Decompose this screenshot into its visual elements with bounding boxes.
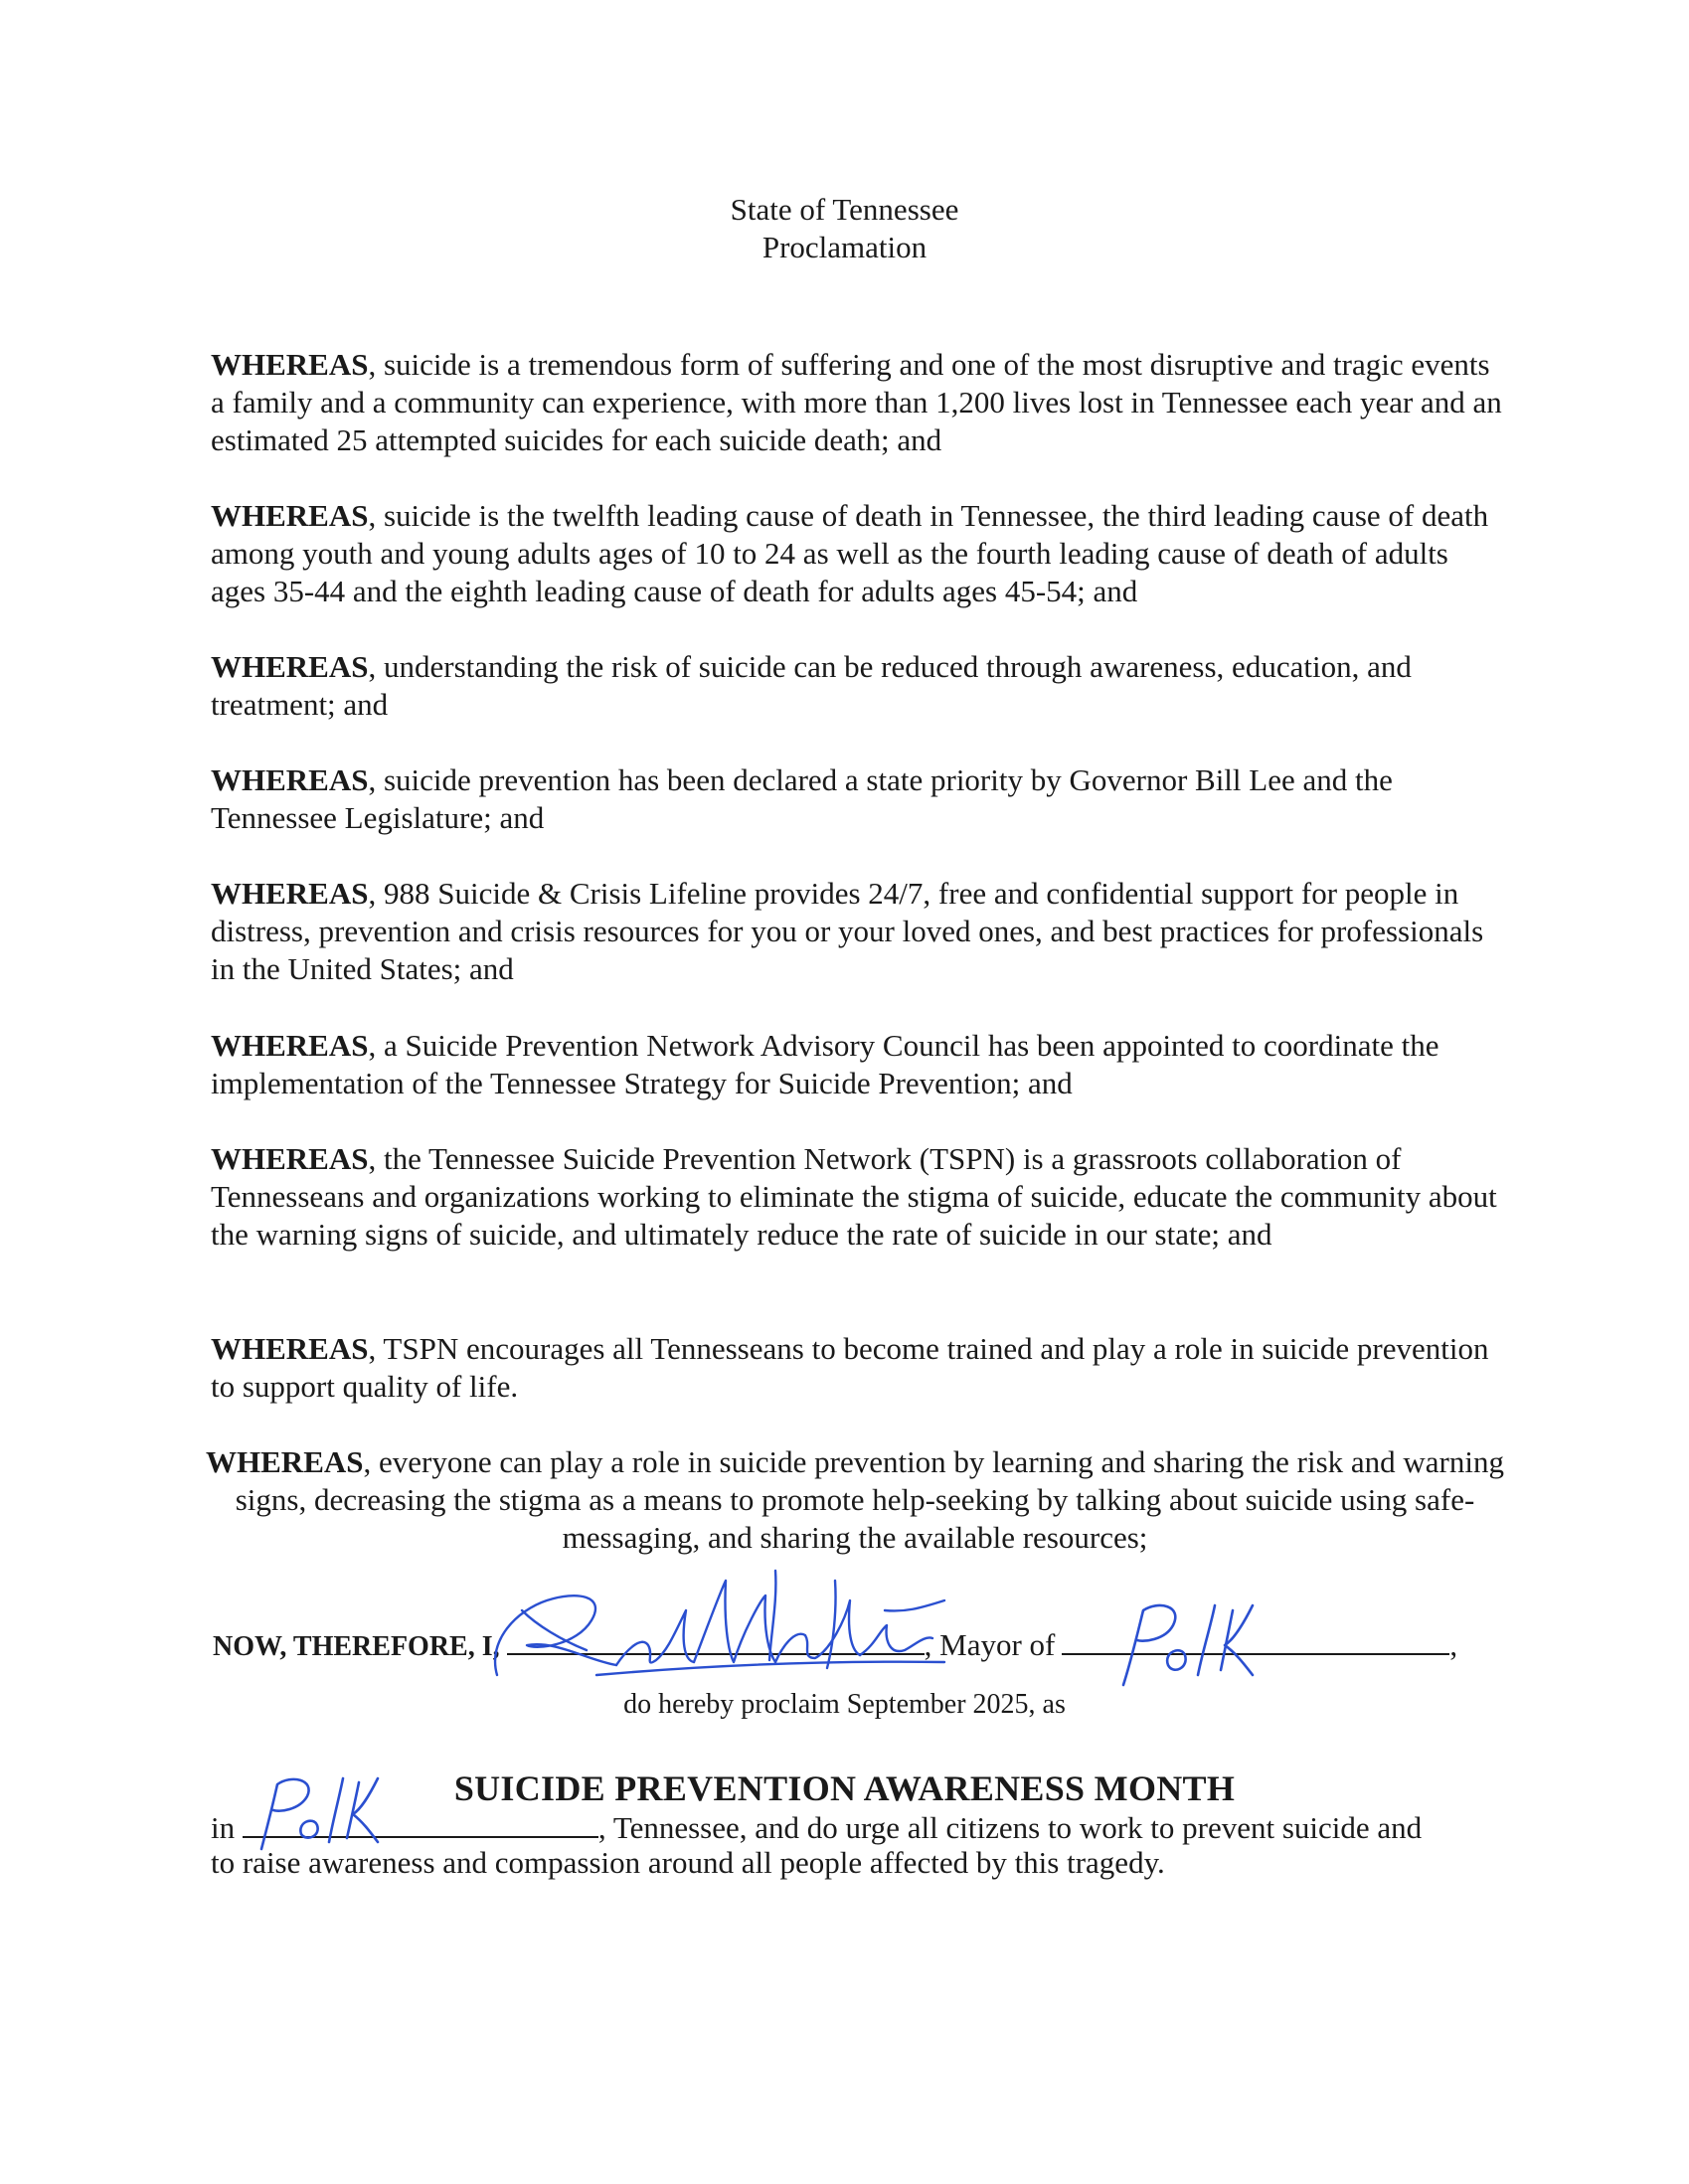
whereas-text: , suicide prevention has been declared a state priority by Governor Bill Lee and the Tennessee Legislature; and bbox=[211, 762, 1393, 835]
whereas-text: , everyone can play a role in suicide prevention by learning and sharing the risk and warning signs, decreasing the stigma as a means to promote help-seeking by talking about suicide using safe-messaging, and sharing the available resources; bbox=[235, 1444, 1504, 1555]
mayor-signature-line bbox=[507, 1623, 925, 1655]
whereas-clause-4 bbox=[211, 761, 1503, 837]
whereas-keyword: WHEREAS bbox=[211, 1331, 369, 1366]
mayor-of-label: , Mayor of bbox=[924, 1627, 1056, 1662]
whereas-keyword: WHEREAS bbox=[211, 762, 369, 797]
whereas-keyword: WHEREAS bbox=[211, 1028, 369, 1063]
whereas-clause-1 bbox=[211, 346, 1503, 459]
now-therefore-line bbox=[213, 1623, 1457, 1666]
whereas-keyword: WHEREAS bbox=[211, 347, 369, 382]
whereas-clause-9 bbox=[199, 1443, 1511, 1557]
closing-line-1 bbox=[211, 1806, 1422, 1847]
whereas-clause-3 bbox=[211, 648, 1503, 724]
whereas-keyword: WHEREAS bbox=[211, 876, 369, 911]
document-header bbox=[0, 191, 1689, 266]
in-label: in bbox=[211, 1810, 236, 1845]
whereas-clause-7 bbox=[211, 1140, 1503, 1254]
whereas-clause-8 bbox=[211, 1330, 1503, 1406]
mayor-signature-icon bbox=[477, 1551, 974, 1690]
whereas-text: , TSPN encourages all Tennesseans to become trained and play a role in suicide prevention to support quality of life. bbox=[211, 1331, 1489, 1404]
county-line-2 bbox=[243, 1806, 598, 1838]
header-proclamation: Proclamation bbox=[761, 230, 928, 264]
whereas-keyword: WHEREAS bbox=[211, 1141, 369, 1176]
whereas-keyword: WHEREAS bbox=[206, 1444, 364, 1479]
whereas-text: , a Suicide Prevention Network Advisory Council has been appointed to coordinate the implementation of the Tennessee Strategy for Suicide Prevention; and bbox=[211, 1028, 1439, 1100]
whereas-keyword: WHEREAS bbox=[211, 498, 369, 533]
proclaim-line: do hereby proclaim September 2025, as bbox=[623, 1689, 1066, 1720]
whereas-text: , 988 Suicide & Crisis Lifeline provides 24/7, free and confidential support for people in distress, prevention and crisis resources for you or your loved ones, and best practices for professionals in the United States; and bbox=[211, 876, 1484, 986]
county-line bbox=[1062, 1623, 1449, 1655]
whereas-keyword: WHEREAS bbox=[211, 649, 369, 684]
whereas-clause-5 bbox=[211, 875, 1503, 988]
whereas-text: , suicide is a tremendous form of suffering and one of the most disruptive and tragic events a family and a community can experience, with more than 1,200 lives lost in Tennessee each year and an estimated 25 attempted suicides for each suicide death; and bbox=[211, 347, 1502, 457]
closing-text-1: , Tennessee, and do urge all citizens to work to prevent suicide and bbox=[597, 1810, 1423, 1845]
proclamation-title: SUICIDE PREVENTION AWARENESS MONTH bbox=[453, 1768, 1236, 1808]
header-state: State of Tennessee bbox=[730, 192, 959, 227]
now-therefore-label: NOW, THEREFORE, I, bbox=[213, 1631, 500, 1662]
whereas-clause-6 bbox=[211, 1027, 1503, 1102]
whereas-text: , suicide is the twelfth leading cause of death in Tennessee, the third leading cause of death among youth and young adults ages of 10 to 24 as well as the fourth leading cause of death of adults ages 35-44 and the eighth leading cause of death for adults ages 45-54; and bbox=[211, 498, 1489, 608]
whereas-text: , the Tennessee Suicide Prevention Network (TSPN) is a grassroots collaboration of Tennesseans and organizations working to eliminate the stigma of suicide, educate the community about the warning signs of suicide, and ultimately reduce the rate of suicide in our state; and bbox=[211, 1141, 1497, 1252]
whereas-text: , understanding the risk of suicide can be reduced through awareness, education, and treatment; and bbox=[211, 649, 1412, 722]
trailing-comma: , bbox=[1449, 1627, 1458, 1662]
closing-line-2: to raise awareness and compassion around all people affected by this tragedy. bbox=[211, 1845, 1165, 1880]
whereas-clause-2 bbox=[211, 497, 1503, 610]
